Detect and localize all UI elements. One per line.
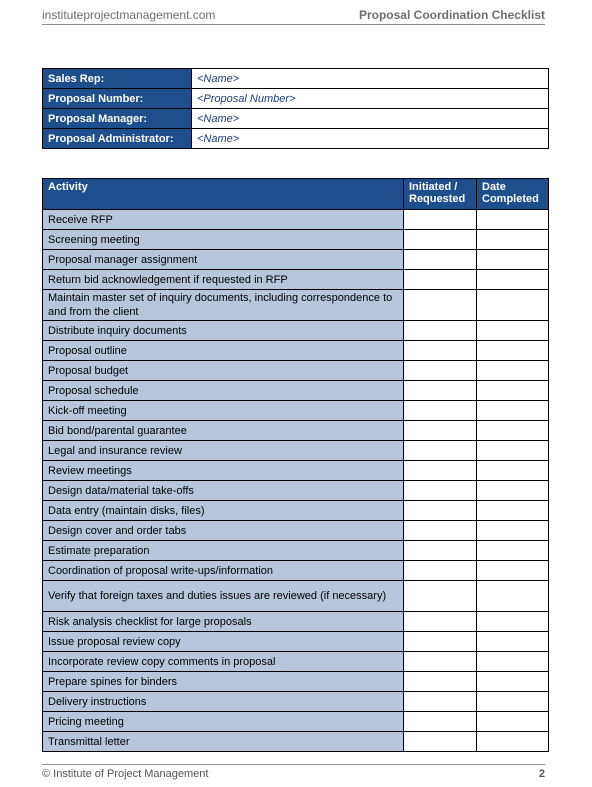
date-completed-cell[interactable]: [477, 541, 549, 561]
date-completed-cell[interactable]: [477, 501, 549, 521]
table-row: [43, 230, 549, 250]
table-row: [43, 361, 549, 381]
activity-cell: Receive RFP: [43, 210, 404, 230]
initiated-cell[interactable]: [404, 732, 477, 752]
table-row: [43, 541, 549, 561]
table-row: [43, 270, 549, 290]
initiated-cell[interactable]: [404, 692, 477, 712]
date-completed-cell[interactable]: [477, 230, 549, 250]
initiated-cell[interactable]: [404, 632, 477, 652]
table-row: [43, 441, 549, 461]
initiated-cell[interactable]: [404, 230, 477, 250]
column-header-activity: Activity: [43, 179, 404, 210]
activity-cell: Incorporate review copy comments in proposal: [43, 652, 404, 672]
initiated-cell[interactable]: [404, 321, 477, 341]
date-completed-cell[interactable]: [477, 692, 549, 712]
initiated-cell[interactable]: [404, 210, 477, 230]
info-label: Proposal Manager:: [43, 109, 192, 129]
table-row: [43, 421, 549, 441]
info-value-field[interactable]: <Name>: [192, 109, 549, 129]
info-value-field[interactable]: <Name>: [192, 129, 549, 149]
activity-cell: Design cover and order tabs: [43, 521, 404, 541]
table-row: [43, 290, 549, 321]
initiated-cell[interactable]: [404, 521, 477, 541]
activity-checklist-table: [42, 178, 549, 752]
date-completed-cell[interactable]: [477, 250, 549, 270]
info-label: Sales Rep:: [43, 69, 192, 89]
activity-cell: Prepare spines for binders: [43, 672, 404, 692]
table-row: [43, 401, 549, 421]
table-row: [43, 341, 549, 361]
initiated-cell[interactable]: [404, 441, 477, 461]
page-header: [42, 6, 545, 25]
table-row: [43, 581, 549, 612]
activity-cell: Design data/material take-offs: [43, 481, 404, 501]
table-row: [43, 501, 549, 521]
site-name: instituteprojectmanagement.com: [42, 8, 216, 22]
activity-cell: Issue proposal review copy: [43, 632, 404, 652]
activity-cell: Proposal schedule: [43, 381, 404, 401]
date-completed-cell[interactable]: [477, 481, 549, 501]
activity-cell: Review meetings: [43, 461, 404, 481]
document-title: Proposal Coordination Checklist: [358, 8, 545, 22]
date-completed-cell[interactable]: [477, 401, 549, 421]
initiated-cell[interactable]: [404, 561, 477, 581]
date-completed-cell[interactable]: [477, 652, 549, 672]
initiated-cell[interactable]: [404, 541, 477, 561]
initiated-cell[interactable]: [404, 501, 477, 521]
initiated-cell[interactable]: [404, 270, 477, 290]
initiated-cell[interactable]: [404, 361, 477, 381]
activity-cell: Delivery instructions: [43, 692, 404, 712]
date-completed-cell[interactable]: [477, 461, 549, 481]
table-row: [43, 250, 549, 270]
initiated-cell[interactable]: [404, 421, 477, 441]
date-completed-cell[interactable]: [477, 612, 549, 632]
date-completed-cell[interactable]: [477, 561, 549, 581]
activity-cell: Risk analysis checklist for large proposals: [43, 612, 404, 632]
table-row: [43, 321, 549, 341]
table-row: [43, 672, 549, 692]
date-completed-cell[interactable]: [477, 321, 549, 341]
date-completed-cell[interactable]: [477, 521, 549, 541]
page-number: 2: [538, 768, 545, 780]
activity-cell: Legal and insurance review: [43, 441, 404, 461]
table-row: [43, 521, 549, 541]
initiated-cell[interactable]: [404, 290, 477, 321]
activity-cell: Return bid acknowledgement if requested in RFP: [43, 270, 404, 290]
info-value-field[interactable]: <Proposal Number>: [192, 89, 549, 109]
column-header-date-completed: Date Completed: [477, 179, 549, 210]
date-completed-cell[interactable]: [477, 441, 549, 461]
info-row: [43, 89, 549, 109]
date-completed-cell[interactable]: [477, 381, 549, 401]
date-completed-cell[interactable]: [477, 672, 549, 692]
activity-cell: Estimate preparation: [43, 541, 404, 561]
date-completed-cell[interactable]: [477, 581, 549, 612]
date-completed-cell[interactable]: [477, 210, 549, 230]
date-completed-cell[interactable]: [477, 421, 549, 441]
info-row: [43, 69, 549, 89]
info-value-field[interactable]: <Name>: [192, 69, 549, 89]
activity-cell: Coordination of proposal write-ups/information: [43, 561, 404, 581]
proposal-info-table: [42, 68, 549, 149]
page-footer: [42, 764, 545, 780]
initiated-cell[interactable]: [404, 381, 477, 401]
table-row: [43, 652, 549, 672]
table-row: [43, 732, 549, 752]
table-row: [43, 612, 549, 632]
table-row: [43, 210, 549, 230]
activity-cell: Verify that foreign taxes and duties issues are reviewed (if necessary): [43, 581, 404, 612]
initiated-cell[interactable]: [404, 652, 477, 672]
table-row: [43, 481, 549, 501]
table-row: [43, 461, 549, 481]
initiated-cell[interactable]: [404, 341, 477, 361]
date-completed-cell[interactable]: [477, 361, 549, 381]
info-row: [43, 129, 549, 149]
activity-cell: Data entry (maintain disks, files): [43, 501, 404, 521]
date-completed-cell[interactable]: [477, 270, 549, 290]
table-header-row: [43, 179, 549, 210]
activity-rows: [43, 210, 549, 752]
initiated-cell[interactable]: [404, 481, 477, 501]
activity-cell: Kick-off meeting: [43, 401, 404, 421]
activity-cell: Screening meeting: [43, 230, 404, 250]
date-completed-cell[interactable]: [477, 341, 549, 361]
activity-cell: Distribute inquiry documents: [43, 321, 404, 341]
info-label: Proposal Administrator:: [43, 129, 192, 149]
date-completed-cell[interactable]: [477, 290, 549, 321]
table-row: [43, 692, 549, 712]
activity-cell: Proposal budget: [43, 361, 404, 381]
table-row: [43, 561, 549, 581]
copyright-text: © Institute of Project Management: [42, 768, 209, 780]
initiated-cell[interactable]: [404, 712, 477, 732]
activity-cell: Bid bond/parental guarantee: [43, 421, 404, 441]
date-completed-cell[interactable]: [477, 632, 549, 652]
activity-cell: Transmittal letter: [43, 732, 404, 752]
date-completed-cell[interactable]: [477, 712, 549, 732]
table-row: [43, 381, 549, 401]
initiated-cell[interactable]: [404, 612, 477, 632]
initiated-cell[interactable]: [404, 672, 477, 692]
column-header-initiated: Initiated / Requested: [404, 179, 477, 210]
date-completed-cell[interactable]: [477, 732, 549, 752]
info-row: [43, 109, 549, 129]
activity-cell: Pricing meeting: [43, 712, 404, 732]
activity-cell: Proposal outline: [43, 341, 404, 361]
initiated-cell[interactable]: [404, 581, 477, 612]
initiated-cell[interactable]: [404, 461, 477, 481]
activity-cell: Maintain master set of inquiry documents, including correspondence to and from the client: [43, 290, 404, 321]
initiated-cell[interactable]: [404, 250, 477, 270]
initiated-cell[interactable]: [404, 401, 477, 421]
info-label: Proposal Number:: [43, 89, 192, 109]
activity-cell: Proposal manager assignment: [43, 250, 404, 270]
table-row: [43, 632, 549, 652]
table-row: [43, 712, 549, 732]
